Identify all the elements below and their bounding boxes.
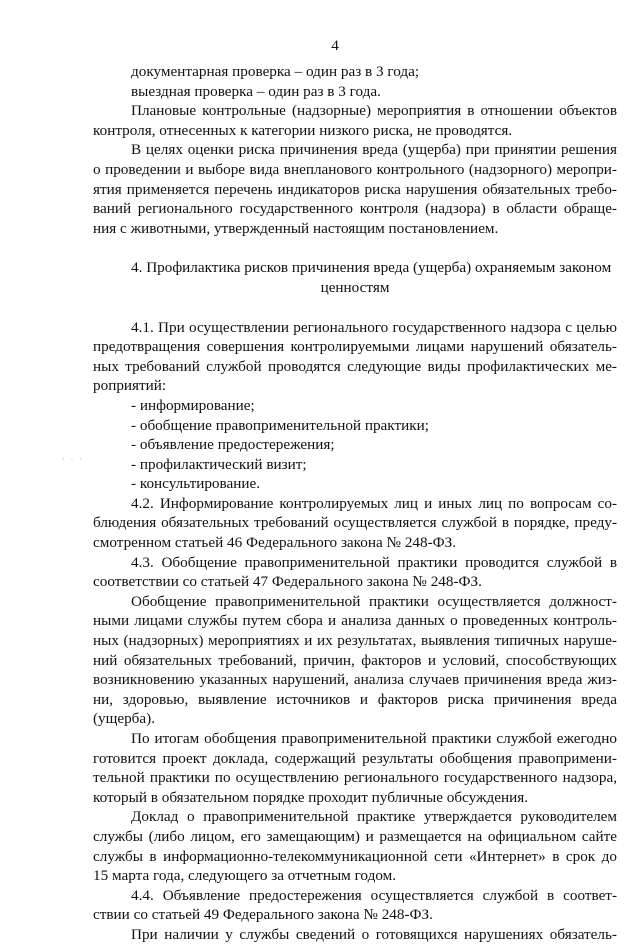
text-line: ценностям <box>320 278 390 296</box>
text-line: который в обязательном порядке проходит публичные обсуждения. <box>93 788 529 806</box>
text-line: - профилактический визит; <box>131 455 307 473</box>
text-line: 4.3. Обобщение правоприменительной практики проводится службой в <box>131 553 617 571</box>
text-line: ятия применяется перечень индикаторов риска нарушения обязательных требо- <box>93 180 617 198</box>
text-line: (ущерба). <box>93 710 156 728</box>
text-line: - консультирование. <box>131 475 261 493</box>
text-line: предотвращения совершения контролируемыми лицами нарушений обязатель- <box>93 338 617 356</box>
text-line: соответствии со статьей 47 Федерального закона № 248-ФЗ. <box>93 573 482 591</box>
text-line: документарная проверка – один раз в 3 года; <box>131 63 420 80</box>
text-line: 15 марта года, следующего за отчетным годом. <box>93 867 397 885</box>
text-line: ний обязательных требований, причин, факторов и условий, способствующих <box>93 651 617 669</box>
text-line: службы в информационно-телекоммуникационной сети «Интернет» в срок до <box>93 847 617 865</box>
text-line: ных требований службой проводятся следующие виды профилактических ме- <box>93 357 617 375</box>
page-number: 4 <box>331 37 339 54</box>
scan-artifact: · · · <box>62 455 84 464</box>
text-line: ствии со статьей 49 Федерального закона № 248-ФЗ. <box>93 906 433 924</box>
text-line: ными лицами службы путем сбора и анализа данных о проведенных контроль- <box>93 612 617 630</box>
text-line: Доклад о правоприменительной практике утверждается руководителем <box>131 808 617 826</box>
text-line: смотренном статьей 46 Федерального закона № 248-ФЗ. <box>93 534 457 552</box>
text-line: службы (либо лицом, его замещающим) и размещается на официальном сайте <box>93 827 617 845</box>
text-line: блюдения обязательных требований осуществляется службой в порядке, преду- <box>93 514 617 532</box>
text-line: ных (надзорных) мероприятиях и их результатах, выявления типичных наруше- <box>93 632 617 650</box>
text-line: 4. Профилактика рисков причинения вреда (ущерба) охраняемым законом <box>131 259 612 277</box>
text-line: возникновению указанных нарушений, анализа случаев причинения вреда жиз- <box>93 671 617 689</box>
text-line: В целях оценки риска причинения вреда (ущерба) при принятии решения <box>131 141 617 159</box>
text-line: тельной практики по осуществлению регионального государственного надзора, <box>93 769 617 787</box>
text-line: - информирование; <box>131 396 255 414</box>
text-line: При наличии у службы сведений о готовящихся нарушениях обязатель- <box>131 925 617 943</box>
spacer <box>93 238 617 258</box>
text-line: Плановые контрольные (надзорные) мероприятия в отношении объектов <box>131 102 617 120</box>
text-line: ния с животными, утвержденный настоящим постановлением. <box>93 219 499 237</box>
document-body <box>93 62 617 945</box>
text-line: о проведении и выборе вида внепланового контрольного (надзорного) меропри- <box>93 160 617 178</box>
text-line: ни, здоровью, выявление источников и факторов риска причинения вреда <box>93 690 617 708</box>
text-line: По итогам обобщения правоприменительной практики службой ежегодно <box>131 730 617 747</box>
text-line: ваний регионального государственного контроля (надзора) в области обраще- <box>93 200 617 218</box>
spacer <box>93 298 617 318</box>
text-line: 4.4. Объявление предостережения осуществляется службой в соответ- <box>131 886 617 904</box>
text-line: - обобщение правоприменительной практики; <box>131 416 429 434</box>
text-line: роприятий: <box>93 377 167 395</box>
text-line: выездная проверка – один раз в 3 года. <box>131 82 381 100</box>
text-line: Обобщение правоприменительной практики осуществляется должност- <box>131 592 617 610</box>
text-line: контроля, отнесенных к категории низкого риска, не проводятся. <box>93 121 513 139</box>
text-line: 4.1. При осуществлении регионального государственного надзора с целью <box>131 318 617 336</box>
text-line: 4.2. Информирование контролируемых лиц и иных лиц по вопросам со- <box>131 494 617 512</box>
text-line: - объявление предостережения; <box>131 436 335 454</box>
text-line: готовится проект доклада, содержащий результаты обобщения правопримени- <box>93 749 617 767</box>
